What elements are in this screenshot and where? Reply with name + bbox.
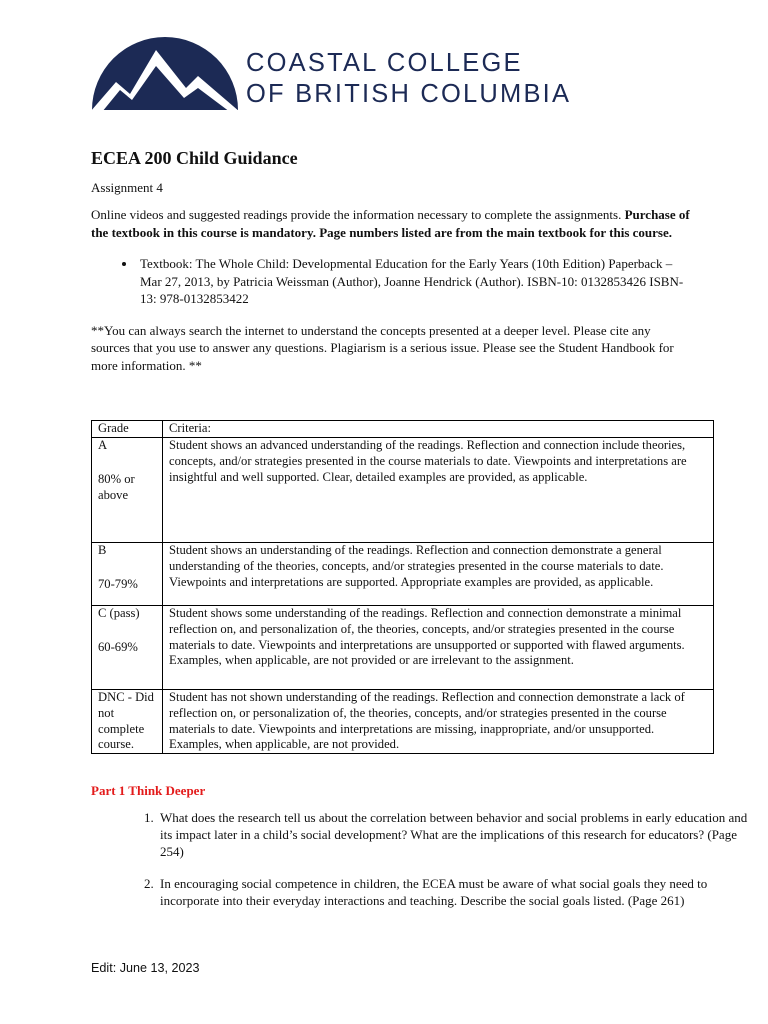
intro-paragraph: [91, 206, 691, 241]
grade-cell: [92, 543, 163, 606]
logo-text-line2: OF BRITISH COLUMBIA: [246, 80, 572, 108]
grade-cell: [92, 690, 163, 754]
table-header-row: [92, 421, 714, 438]
reference-list: [91, 255, 691, 308]
header-criteria: Criteria:: [163, 421, 714, 438]
edit-date: Edit: June 13, 2023: [91, 961, 200, 975]
table-row: [92, 543, 714, 606]
grade-letter: A: [98, 438, 108, 452]
college-logo: [90, 28, 590, 118]
criteria-cell: Student has not shown understanding of the readings. Reflection and connection demonstrate a lack of reflection on, or personalization of, the theories, concepts, and/or strategies presented in the course materials to date. Viewpoints and interpretations are missing, inappropriate, and/or unsupported. Examples, when applicable, are not provided.: [163, 690, 714, 754]
grade-range: 70-79%: [98, 576, 138, 591]
grade-range: 80% or above: [98, 471, 135, 502]
table-row: [92, 690, 714, 754]
intro-bold-text: Purchase of the textbook in this course is mandatory. Page numbers listed are from the main textbook for this course.: [91, 207, 690, 240]
header-grade: Grade: [92, 421, 163, 438]
question-list: [91, 809, 757, 924]
part1-heading: Part 1 Think Deeper: [91, 783, 206, 798]
criteria-cell: Student shows an advanced understanding of the readings. Reflection and connection include theories, concepts, and/or strategies presented in the course materials to date. Viewpoints and interpretations are insightful and well supported. Clear, detailed examples are provided, as applicable.: [163, 438, 714, 543]
grade-range: 60-69%: [98, 639, 138, 654]
plagiarism-notice: **You can always search the internet to understand the concepts presented at a deeper level. Please cite any sources that you use to answer any questions. Plagiarism is a serious issue. Please see the Student Handbook for more information. **: [91, 322, 674, 373]
table-row: [92, 438, 714, 543]
table-row: [92, 606, 714, 690]
grading-rubric-table: [91, 420, 714, 754]
grade-cell: [92, 438, 163, 543]
question-item: 1. What does the research tell us about the correlation between behavior and social problems in early education and its impact later in a child’s social development? What are the implications of this research for educators? (Page 254): [157, 809, 757, 860]
grade-cell: [92, 606, 163, 690]
intro-text: Online videos and suggested readings provide the information necessary to complete the assignments.: [91, 207, 622, 222]
criteria-cell: Student shows an understanding of the readings. Reflection and connection demonstrate a general understanding of the theories, concepts, and/or strategies presented in the course materials to date. Viewpoints and interpretations are supported. Appropriate examples are provided, as applicable.: [163, 543, 714, 606]
document-title: ECEA 200 Child Guidance: [91, 148, 298, 168]
question-item: 2. In encouraging social competence in children, the ECEA must be aware of what social goals they need to incorporate into their everyday interactions and teaching. Describe the social goals listed. (Page 261): [157, 875, 757, 909]
grade-letter: C (pass): [98, 606, 140, 620]
logo-text-line1: COASTAL COLLEGE: [246, 49, 523, 77]
criteria-cell: Student shows some understanding of the readings. Reflection and connection demonstrate a minimal reflection on, and personalization of, the theories, concepts, and/or strategies presented in the course materials to date. Viewpoints and interpretations are unsupported or supported with flawed arguments. Examples, when applicable, are not provided or are irrelevant to the assignment.: [163, 606, 714, 690]
document-body: [91, 146, 691, 374]
assignment-number: Assignment 4: [91, 180, 163, 195]
grade-letter: DNC - Did not complete course.: [98, 690, 154, 752]
reference-item: • Textbook: The Whole Child: Developmental Education for the Early Years (10th Edition) Paperback – Mar 27, 2013, by Patricia Weissman (Author), Joanne Hendrick (Author). ISBN-10: 0132853426 ISBN-13: 978-0132853422: [137, 255, 691, 308]
grade-letter: B: [98, 543, 107, 557]
mountain-logo-icon: [90, 28, 240, 112]
